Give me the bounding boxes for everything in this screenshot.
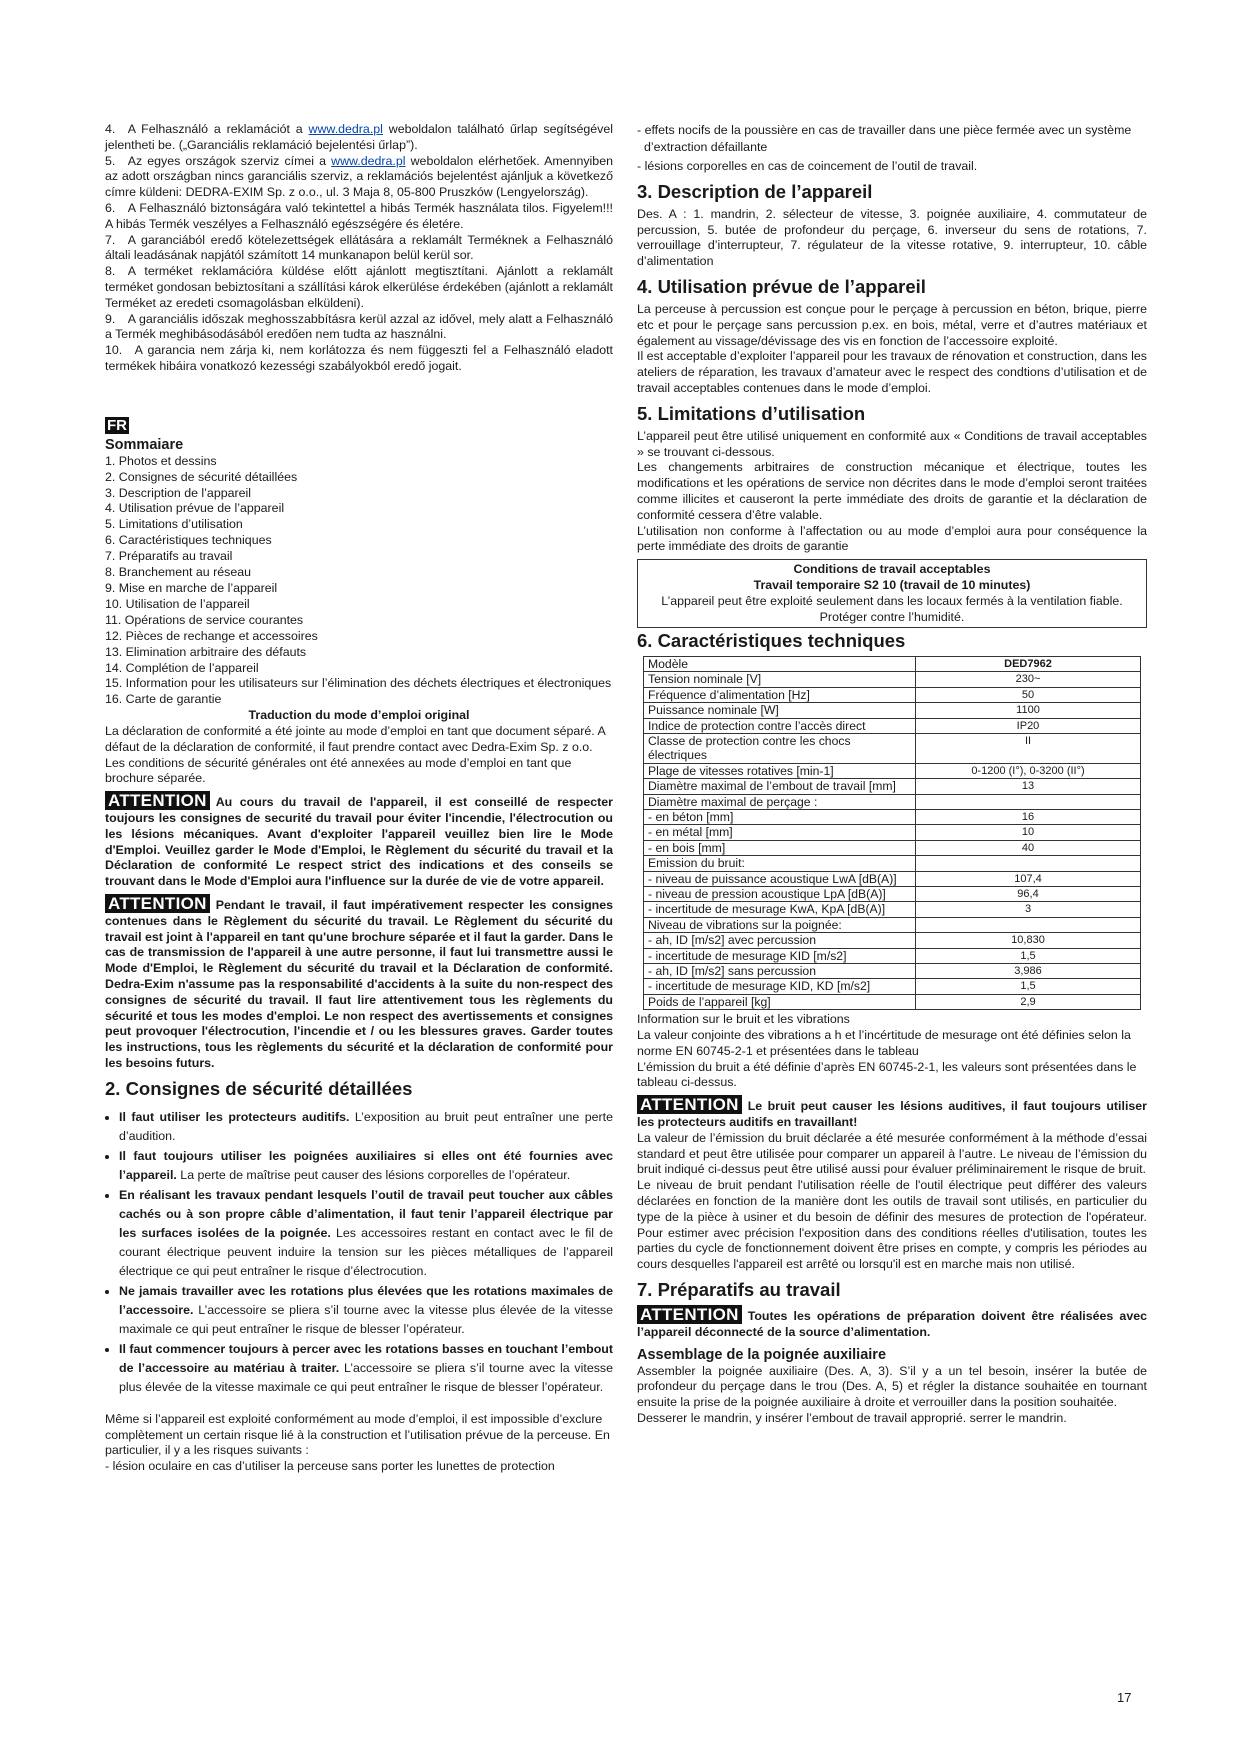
spec-value: 10 bbox=[916, 825, 1141, 840]
attention-label: ATTENTION bbox=[105, 791, 210, 810]
section-3-title: 3. Description de l’appareil bbox=[637, 180, 873, 202]
fr-language-badge: FR bbox=[107, 416, 127, 434]
toc-item: 2. Consignes de sécurité détaillées bbox=[105, 469, 298, 484]
spec-value: 3 bbox=[916, 902, 1141, 917]
spec-row bbox=[644, 902, 1141, 917]
noise-warning bbox=[637, 1095, 1147, 1131]
summary-title: Sommaiare bbox=[105, 436, 184, 453]
spec-label: Plage de vitesses rotatives [min-1] bbox=[644, 763, 916, 778]
conditions-line-1: L’appareil peut être exploité seulement dans les locaux fermés à la ventilation fiable. bbox=[661, 593, 1123, 608]
toc-item: 3. Description de l’appareil bbox=[105, 485, 252, 500]
bullet-bold: Il faut utiliser les protecteurs auditifs. bbox=[119, 1109, 350, 1124]
hu-paragraph-10: 10. A garancia nem zárja ki, nem korlátozza és nem függeszti fel a Felhasználó eladott termékek hibáira vonatkozó kezességi szabályokból eredő jogait. bbox=[105, 343, 613, 373]
section-3-text: Des. A : 1. mandrin, 2. sélecteur de vitesse, 3. poignée auxiliaire, 4. commutateur de percussion, 5. butée de profondeur du perçage, 6. inverseur du sens de rotations, 7. verrouillage d’interrupteur, 7. régulateur de la vitesse rotative, 9. interrupteur, 10. câble d’alimentation bbox=[637, 206, 1147, 269]
spec-value bbox=[916, 917, 1141, 932]
safety-bullet bbox=[119, 1147, 613, 1185]
toc-item: 14. Complétion de l’appareil bbox=[105, 660, 259, 675]
conditions-subtitle: Travail temporaire S2 10 (travail de 10 minutes) bbox=[753, 577, 1031, 592]
spec-label: - incertitude de mesurage KwA, KpA [dB(A)] bbox=[644, 902, 916, 917]
spec-row bbox=[644, 994, 1141, 1009]
spec-body bbox=[644, 672, 1141, 1010]
noise-paragraph-4: Le niveau de bruit pendant l'utilisation réelle de l'outil électrique peut différer des valeurs déclarées en fonction de la manière dont les outils de travail sont utilisés, en particulier du type de la pièce à usiner et du besoin de définir des mesures de protection de l'opérateur. Pour estimer avec précision l'exposition dans des conditions réelles d'utilisation, toutes les parties du cycle de fonctionnement doivent être prises en compte, y compris les périodes au cours desquelles l'appareil est arrêté ou lorsqu'il est en marche mais non utilisé. bbox=[637, 1178, 1147, 1272]
spec-value: 96,4 bbox=[916, 887, 1141, 902]
toc-item: 15. Information pour les utilisateurs sur l’élimination des déchets électriques et électroniques bbox=[105, 676, 612, 691]
section-6-title: 6. Caractéristiques techniques bbox=[637, 630, 906, 652]
toc-item: 9. Mise en marche de l’appareil bbox=[105, 581, 278, 595]
toc-item: 7. Préparatifs au travail bbox=[105, 549, 233, 564]
spec-value: 10,830 bbox=[916, 933, 1141, 948]
spec-label: - niveau de pression acoustique LpA [dB(A)] bbox=[644, 887, 916, 902]
hu-paragraph-5 bbox=[105, 154, 613, 201]
conditions-line-2: Protéger contre l’humidité. bbox=[819, 609, 965, 624]
right-column bbox=[637, 122, 1147, 1427]
hu-paragraph-6: 6. A Felhasználó biztonságára való tekintettel a hibás Termék használata tilos. Figyelem!!! A hibás Termék veszélyes a Felhasználó egészségére és életére. bbox=[105, 200, 613, 231]
conditions-title: Conditions de travail acceptables bbox=[793, 562, 991, 577]
section-4-paragraph-2: Il est acceptable d’exploiter l’appareil pour les travaux de rénovation et construction, dans les ateliers de réparation, les travaux d’amateur avec le respect des condtions d’utilisation et de travail acceptables contenues dans le mode d’emploi. bbox=[637, 349, 1147, 395]
spec-label: Indice de protection contre l’accès direct bbox=[644, 718, 916, 733]
noise-paragraph-1: La valeur conjointe des vibrations a h et l’incértitude de mesurage ont été définies selon la norme EN 60745-2-1 et présentées dans le tableau bbox=[637, 1028, 1131, 1058]
section-7-title: 7. Préparatifs au travail bbox=[637, 1279, 841, 1301]
spec-label: - en métal [mm] bbox=[644, 825, 916, 840]
spec-value: IP20 bbox=[916, 718, 1141, 733]
spec-row bbox=[644, 979, 1141, 994]
spec-value bbox=[916, 856, 1141, 871]
bullet-text: La perte de maîtrise peut causer des lésions corporelles de l’opérateur. bbox=[176, 1167, 571, 1182]
risk-item-3: - lésions corporelles en cas de coincement de l’outil de travail. bbox=[637, 159, 978, 173]
spec-value bbox=[916, 794, 1141, 809]
spec-label: - incertitude de mesurage KID, KD [m/s2] bbox=[644, 979, 916, 994]
spec-label: - en béton [mm] bbox=[644, 809, 916, 824]
toc-item: 5. Limitations d’utilisation bbox=[105, 517, 243, 532]
hu-paragraph-4 bbox=[105, 122, 613, 154]
spec-value: 16 bbox=[916, 809, 1141, 824]
spec-row bbox=[644, 809, 1141, 824]
warning-1-text: Au cours du travail de l'appareil, il est conseillé de respecter toujours les consignes de securité du travail pour éviter l'incendie, l'électrocution ou les lésions mécaniques. Avant d'exploiter l'appareil veuillez bien lire le Mode d'Emploi. Veuillez garder le Mode d'Emploi, le Règlement du sécurité du travail et la Déclaration de conformité Le respect strict des indications et des conseils se trouvant dans le Mode d'Emploi aura l'influence sur la durée de vie de votre appareil. bbox=[105, 795, 613, 889]
bullet-bold: Il faut toujours utiliser les poignées auxiliaires si elles ont été fournies avec l’appareil. bbox=[119, 1148, 613, 1182]
spec-row bbox=[644, 718, 1141, 733]
spec-row bbox=[644, 779, 1141, 794]
noise-warning-text: Le bruit peut causer les lésions auditives, il faut toujours utiliser les protecteurs auditifs en travaillant! bbox=[637, 1099, 1147, 1130]
dedra-link-2[interactable]: www.dedra.pl bbox=[331, 153, 406, 168]
spec-row bbox=[644, 964, 1141, 979]
spec-value: 40 bbox=[916, 840, 1141, 855]
attention-label: ATTENTION bbox=[637, 1095, 742, 1114]
bullet-text: L’accessoire se pliera s’il tourne avec la vitesse plus élevée de la vitesse maximale ce qui peut entraîner le risque de blesser l’opérateur. bbox=[119, 1360, 613, 1394]
section-2-title: 2. Consignes de sécurité détaillées bbox=[105, 1077, 413, 1099]
safety-bullet bbox=[119, 1340, 613, 1397]
hu-p5-text-b: weboldalon elérhetőek. Amennyiben az adott országban nincs garanciális szerviz, a reklamációs bejelentést ajánljuk a következő címre küldeni: DEDRA-EXIM Sp. z o.o., ul. 3 Maja 8, 05-800 Pruszków (Lengyelország). bbox=[105, 153, 613, 200]
spec-row bbox=[644, 733, 1141, 763]
spec-label: Tension nominale [V] bbox=[644, 672, 916, 687]
bullet-text: Les accessoires restant en contact avec le fil de courant électrique peuvent induire la tension sur les pièces métalliques de l’appareil électrique ce qui peut entraîner le risque d’électrocution. bbox=[119, 1225, 613, 1278]
section-5-paragraph-3: L’utilisation non conforme à l’affectation ou au mode d’emploi aura pour conséquence la perte immédiate des droits de garantie bbox=[637, 523, 1147, 554]
spec-label: Classe de protection contre les chocs électriques bbox=[644, 733, 916, 763]
hu-p4-text-a: 4. A Felhasználó a reklamációt a bbox=[105, 122, 309, 136]
acceptable-conditions-box bbox=[637, 559, 1147, 628]
hu-p5-text-a: 5. Az egyes országok szerviz címei a bbox=[105, 153, 332, 168]
spec-header-row bbox=[644, 657, 1141, 672]
spec-label: Puissance nominale [W] bbox=[644, 703, 916, 718]
toc-item: 8. Branchement au réseau bbox=[105, 565, 252, 580]
risk-item-2: - effets nocifs de la poussière en cas de travailler dans une pièce fermée avec un système d’extraction défaillante bbox=[637, 123, 1132, 154]
safety-bullet-list bbox=[105, 1108, 613, 1397]
spec-label: - niveau de puissance acoustique LwA [dB(A)] bbox=[644, 871, 916, 886]
spec-row bbox=[644, 871, 1141, 886]
spec-row bbox=[644, 825, 1141, 840]
spec-row bbox=[644, 933, 1141, 948]
spec-label: Emission du bruit: bbox=[644, 856, 916, 871]
toc-item: 12. Pièces de rechange et accessoires bbox=[105, 628, 318, 643]
spec-label: - en bois [mm] bbox=[644, 840, 916, 855]
bullet-text: L’accessoire se pliera s’il tourne avec la vitesse plus élevée de la vitesse maximale ce qui peut entraîner le risque de blesser l’opérateur. bbox=[119, 1302, 613, 1336]
warning-2-text: Pendant le travail, il faut impérativement respecter les consignes contenues dans le Règlement du sécurité du travail. Le Règlement du sécurité du travail est joint à l'appareil en tant qu'une brochure séparée et il faut la garder. Dans le cas de transmission de l'appareil à une autre personne, il faut lui transmettre aussi le Mode d'Emploi, le Règlement du sécurité du travail et la Déclaration de conformité. Dedra-Exim n'assume pas la responsabilité d'accidents à la suite du non-respect des consignes de sécurité du travail. Il faut lire attentivement tous les règlements du sécurité et tous les modes d'emploi. Le non respect des avertissements et consignes peut provoquer l'électrocution, l'incendie et / ou les blessures graves. Garder toutes les instructions, tous les règlements du sécurité et la déclaration de conformité pour les besoins futurs. bbox=[105, 898, 613, 1070]
section-5-title: 5. Limitations d’utilisation bbox=[637, 402, 866, 424]
spec-label: - ah, ID [m/s2] avec percussion bbox=[644, 933, 916, 948]
risk-item-1: - lésion oculaire en cas d’utiliser la perceuse sans porter les lunettes de protection bbox=[105, 1459, 555, 1474]
translation-title: Traduction du mode d’emploi original bbox=[248, 708, 470, 723]
attention-label: ATTENTION bbox=[105, 894, 210, 913]
spec-value: 2,9 bbox=[916, 994, 1141, 1009]
spec-value: 13 bbox=[916, 779, 1141, 794]
safety-bullet bbox=[119, 1282, 613, 1339]
bullet-text: L’exposition au bruit peut entraîner une perte d’audition. bbox=[119, 1109, 613, 1143]
bullet-bold: En réalisant les travaux pendant lesquels l’outil de travail peut toucher aux câbles cachés ou à son propre câble d’alimentation, il faut tenir l’appareil électrique par les surfaces isolées de la poignée. bbox=[119, 1187, 613, 1240]
section-5-paragraph-1: L’appareil peut être utilisé uniquement en conformité aux « Conditions de travail acceptables » se trouvant ci-dessous. bbox=[637, 428, 1147, 459]
spec-row bbox=[644, 856, 1141, 871]
spec-label: - ah, ID [m/s2] sans percussion bbox=[644, 964, 916, 979]
hu-paragraph-7: 7. A garanciából eredő kötelezettségek ellátására a reklamált Terméknek a Felhasználó általi leadásának napjától számított 14 munkanapon belül kerül sor. bbox=[105, 232, 613, 263]
spec-value: II bbox=[916, 733, 1141, 763]
toc-item: 6. Caractéristiques techniques bbox=[105, 533, 272, 548]
noise-paragraph-2: L’émission du bruit a été définie d’après EN 60745-2-1, les valeurs sont présentées dans le tableau ci-dessus. bbox=[637, 1059, 1137, 1090]
toc-item: 16. Carte de garantie bbox=[105, 692, 222, 707]
spec-label: Fréquence d’alimentation [Hz] bbox=[644, 687, 916, 702]
spec-row bbox=[644, 887, 1141, 902]
spec-row bbox=[644, 794, 1141, 809]
spec-value: 50 bbox=[916, 687, 1141, 702]
spec-header-value: DED7962 bbox=[916, 657, 1141, 672]
safety-bullet bbox=[119, 1186, 613, 1281]
noise-paragraph-3: La valeur de l’émission du bruit déclarée a été mesurée conformément à la méthode d’essai standard et peut être utilisée pour comparer un appareil à l’autre. Le niveau de l’émission du bruit indiqué ci-dessus peut être utilisé aussi pour évaluer préliminairement le risque de bruit. bbox=[637, 1130, 1147, 1177]
intro-paragraph-2: Les conditions de sécurité générales ont été annexées au mode d’emploi en tant que brochure séparée. bbox=[105, 755, 572, 786]
spec-table bbox=[643, 656, 1141, 1010]
dedra-link-1[interactable]: www.dedra.pl bbox=[308, 122, 383, 136]
toc-item: 11. Opérations de service courantes bbox=[105, 612, 304, 627]
spec-label: - incertitude de mesurage KID [m/s2] bbox=[644, 948, 916, 963]
spec-value: 3,986 bbox=[916, 964, 1141, 979]
spec-value: 0-1200 (I°), 0-3200 (II°) bbox=[916, 763, 1141, 778]
spec-value: 1,5 bbox=[916, 948, 1141, 963]
section-7-warning-text: Toutes les opérations de préparation doivent être réalisées avec l’appareil déconnecté de la source d’alimentation. bbox=[637, 1309, 1147, 1339]
spec-row bbox=[644, 917, 1141, 932]
hu-paragraph-8: 8. A terméket reklamációra küldése előtt ajánlott megtisztítani. Ajánlott a reklamált terméket gondosan bebiztosítani a szállítási károk elkerülése érdekében (ajánlott a reklamált Terméket az eredeti csomagolásban elküldeni). bbox=[105, 264, 613, 310]
intro-paragraph-1: La déclaration de conformité a été jointe au mode d’emploi en tant que document séparé. A défaut de la déclaration de conformité, il faut prendre contact avec Dedra-Exim Sp. z o.o. bbox=[105, 724, 606, 754]
attention-warning-1 bbox=[105, 791, 613, 890]
section-7-paragraph-2: Desserer le mandrin, y insérer l’embout de travail approprié. serrer le mandrin. bbox=[637, 1411, 1067, 1425]
hu-p4-text-b: weboldalon található űrlap segítségével jelentheti be. („Garanciális reklamáció bejelentési űrlap”). bbox=[105, 122, 613, 152]
safety-bullet bbox=[119, 1108, 613, 1146]
left-column bbox=[105, 122, 613, 1475]
aux-handle-title: Assemblage de la poignée auxiliaire bbox=[637, 1346, 887, 1363]
spec-value: 107,4 bbox=[916, 871, 1141, 886]
spec-row bbox=[644, 687, 1141, 702]
toc-item: 10. Utilisation de l’appareil bbox=[105, 596, 250, 611]
spec-label: Diamètre maximal de l’embout de travail [mm] bbox=[644, 779, 916, 794]
attention-warning-2 bbox=[105, 894, 613, 1072]
section-4-paragraph-1: La perceuse à percussion est conçue pour le perçage à percussion en béton, brique, pierre etc et pour le perçage sans percussion p.ex. en bois, métal, verre et d’autres matériaux et également au vissage/dévissage des vis en fonction de l’accessoire exploité. bbox=[637, 301, 1147, 348]
spec-row bbox=[644, 948, 1141, 963]
section-7-paragraph-1: Assembler la poignée auxiliaire (Des. A, 3). S’il y a un tel besoin, insérer la butée de profondeur du perçage dans le trou (Des. A, 5) et régler la distance souhaitée en tournant ensuite la prise de la poignée auxiliaire à droite et verrouiller dans la position souhaitée. bbox=[637, 1363, 1147, 1410]
page-number: 17 bbox=[1117, 1690, 1132, 1705]
spec-label: Niveau de vibrations sur la poignée: bbox=[644, 917, 916, 932]
bullet-bold: Ne jamais travailler avec les rotations plus élevées que les rotations maximales de l’accessoire. bbox=[119, 1283, 613, 1317]
summary-list bbox=[105, 454, 613, 709]
spec-row bbox=[644, 672, 1141, 687]
noise-title: Information sur le bruit et les vibrations bbox=[637, 1012, 850, 1027]
spec-label: Diamètre maximal de perçage : bbox=[644, 794, 916, 809]
spec-label: Poids de l’appareil [kg] bbox=[644, 994, 916, 1009]
section-4-title: 4. Utilisation prévue de l’appareil bbox=[637, 275, 926, 297]
spec-row bbox=[644, 703, 1141, 718]
toc-item: 13. Elimination arbitraire des défauts bbox=[105, 644, 307, 659]
toc-item: 1. Photos et dessins bbox=[105, 453, 217, 468]
spec-value: 230~ bbox=[916, 672, 1141, 687]
section-5-paragraph-2: Les changements arbitraires de construction mécanique et électrique, toutes les modifications et les opérations de service non décrites dans le mode d’emploi seront traitées comme illicites et causeront la perte immédiate des droits de garantie et la déclaration de conformité cessera d’être valable. bbox=[637, 460, 1147, 522]
attention-label: ATTENTION bbox=[637, 1305, 742, 1324]
section-7-warning bbox=[637, 1305, 1147, 1341]
spec-value: 1100 bbox=[916, 703, 1141, 718]
spec-value: 1,5 bbox=[916, 979, 1141, 994]
hu-paragraph-9: 9. A garanciális időszak meghosszabbításra kerül azzal az idővel, mely alatt a Felhasználó a Termék meghibásodásából eredően nem tudta az használni. bbox=[105, 311, 613, 342]
spec-row bbox=[644, 840, 1141, 855]
spec-header-label: Modèle bbox=[644, 657, 916, 672]
bullet-bold: Il faut commencer toujours à percer avec les rotations basses en touchant l’embout de l’accessoire au matériau à traiter. bbox=[119, 1341, 613, 1375]
toc-item: 4. Utilisation prévue de l’appareil bbox=[105, 501, 285, 516]
spacer bbox=[105, 1398, 613, 1412]
spec-row bbox=[644, 763, 1141, 778]
residual-risk-paragraph: Même si l’appareil est exploité conformément au mode d’emploi, il est impossible d’exclure complètement un certain risque lié à la construction et l’utilisation prévue de la perceuse. En particulier, il y a les risques suivants : bbox=[105, 1411, 610, 1458]
